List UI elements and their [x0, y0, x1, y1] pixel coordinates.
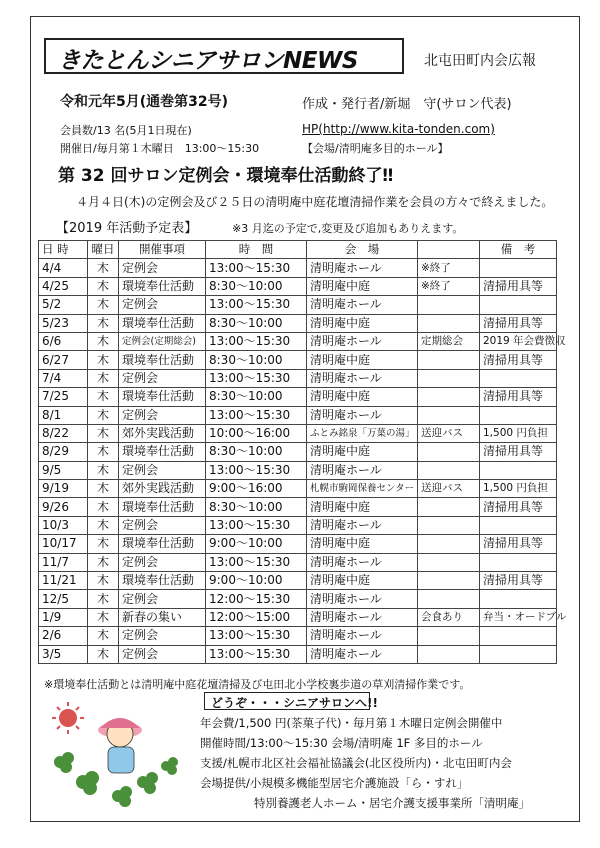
- table-row: [39, 351, 557, 369]
- cell-event: 環境奉仕活動: [119, 388, 206, 406]
- cell-time: 13:00〜15:30: [206, 332, 307, 350]
- table-row: [39, 406, 557, 424]
- cell-notes: [480, 627, 557, 645]
- cell-date: 3/5: [39, 645, 88, 663]
- table-row: [39, 314, 557, 332]
- cell-time: 12:00〜15:00: [206, 608, 307, 626]
- header-venue: 会 場: [307, 241, 418, 259]
- cell-venue: 清明庵中庭: [307, 498, 418, 516]
- cell-time: 13:00〜15:30: [206, 369, 307, 387]
- publisher: 作成・発行者/新堀 守(サロン代表): [302, 97, 512, 112]
- cell-time: 10:00〜16:00: [206, 424, 307, 442]
- cell-venue: 清明庵中庭: [307, 351, 418, 369]
- cell-event: 環境奉仕活動: [119, 277, 206, 295]
- cell-extra: [418, 572, 480, 590]
- cell-extra: 送迎バス: [418, 424, 480, 442]
- cell-notes: [480, 406, 557, 424]
- cell-time: 13:00〜15:30: [206, 259, 307, 277]
- table-row: [39, 259, 557, 277]
- cell-date: 4/25: [39, 277, 88, 295]
- cell-time: 13:00〜15:30: [206, 406, 307, 424]
- table-row: [39, 498, 557, 516]
- cell-extra: [418, 314, 480, 332]
- cell-date: 9/19: [39, 480, 88, 498]
- cell-weekday: 木: [88, 535, 119, 553]
- cell-date: 5/23: [39, 314, 88, 332]
- cell-event: 定例会: [119, 627, 206, 645]
- cell-extra: [418, 535, 480, 553]
- cell-venue: 札幌市駒岡保養センター: [307, 480, 418, 498]
- cell-event: 郊外実践活動: [119, 480, 206, 498]
- member-count: 会員数/13 名(5月1日現在): [60, 124, 192, 137]
- cell-notes: [480, 645, 557, 663]
- cell-notes: 清掃用具等: [480, 351, 557, 369]
- cell-venue: 清明庵中庭: [307, 277, 418, 295]
- cell-notes: 清掃用具等: [480, 535, 557, 553]
- cell-date: 11/7: [39, 553, 88, 571]
- cell-date: 11/21: [39, 572, 88, 590]
- cell-time: 13:00〜15:30: [206, 461, 307, 479]
- header-weekday: 曜日: [88, 241, 119, 259]
- cell-time: 8:30〜10:00: [206, 314, 307, 332]
- cell-event: 環境奉仕活動: [119, 535, 206, 553]
- cell-date: 8/1: [39, 406, 88, 424]
- cell-notes: [480, 369, 557, 387]
- cell-venue: 清明庵ホール: [307, 461, 418, 479]
- meeting-schedule: 開催日/毎月第１木曜日 13:00〜15:30: [60, 142, 260, 155]
- cell-event: 環境奉仕活動: [119, 498, 206, 516]
- cell-extra: ※終了: [418, 259, 480, 277]
- table-header-row: [39, 241, 557, 259]
- table-row: [39, 480, 557, 498]
- cell-date: 12/5: [39, 590, 88, 608]
- table-row: [39, 572, 557, 590]
- cell-extra: [418, 461, 480, 479]
- cell-weekday: 木: [88, 424, 119, 442]
- plan-note: ※3 月迄の予定で,変更及び追加もありえます。: [232, 222, 464, 235]
- cell-extra: [418, 645, 480, 663]
- gardener-illustration: [48, 700, 188, 810]
- cell-extra: ※終了: [418, 277, 480, 295]
- cell-event: 環境奉仕活動: [119, 572, 206, 590]
- cell-date: 8/22: [39, 424, 88, 442]
- cell-weekday: 木: [88, 480, 119, 498]
- newsletter-title-banner: [44, 38, 404, 74]
- info-facility: 特別養護老人ホーム・居宅介護支援事業所「清明庵」: [254, 796, 530, 810]
- cell-extra: [418, 388, 480, 406]
- cell-date: 6/27: [39, 351, 88, 369]
- meeting-venue: 【会場/清明庵多目的ホール】: [302, 142, 449, 155]
- cell-weekday: 木: [88, 516, 119, 534]
- cell-extra: 定期総会: [418, 332, 480, 350]
- cell-notes: [480, 461, 557, 479]
- cell-date: 7/4: [39, 369, 88, 387]
- cell-notes: 弁当・オードブル: [480, 608, 557, 626]
- cell-weekday: 木: [88, 553, 119, 571]
- cell-time: 13:00〜15:30: [206, 645, 307, 663]
- cell-event: 環境奉仕活動: [119, 351, 206, 369]
- table-row: [39, 645, 557, 663]
- cell-time: 8:30〜10:00: [206, 498, 307, 516]
- cell-notes: [480, 296, 557, 314]
- cell-notes: 清掃用具等: [480, 388, 557, 406]
- cell-event: 郊外実践活動: [119, 424, 206, 442]
- cell-venue: 清明庵ホール: [307, 553, 418, 571]
- cell-venue: 清明庵ホール: [307, 608, 418, 626]
- cell-time: 9:00〜10:00: [206, 572, 307, 590]
- cell-time: 8:30〜10:00: [206, 351, 307, 369]
- plan-title: 【2019 年活動予定表】: [56, 221, 198, 236]
- cell-notes: [480, 259, 557, 277]
- table-row: [39, 553, 557, 571]
- cell-weekday: 木: [88, 259, 119, 277]
- cell-time: 13:00〜15:30: [206, 296, 307, 314]
- cell-event: 定例会: [119, 590, 206, 608]
- cell-venue: 清明庵中庭: [307, 443, 418, 461]
- cell-event: 環境奉仕活動: [119, 314, 206, 332]
- cell-date: 5/2: [39, 296, 88, 314]
- info-time: 開催時間/13:00〜15:30 会場/清明庵 1F 多目的ホール: [200, 736, 483, 750]
- header-extra: [418, 241, 480, 259]
- cell-date: 8/29: [39, 443, 88, 461]
- cell-venue: 清明庵ホール: [307, 259, 418, 277]
- cell-venue: 清明庵ホール: [307, 627, 418, 645]
- cell-event: 定例会: [119, 369, 206, 387]
- cell-weekday: 木: [88, 608, 119, 626]
- cell-event: 定例会: [119, 259, 206, 277]
- cell-venue: ふとみ銘泉「万葉の湯」: [307, 424, 418, 442]
- cell-venue: 清明庵中庭: [307, 314, 418, 332]
- header-event: 開催事項: [119, 241, 206, 259]
- cell-time: 13:00〜15:30: [206, 627, 307, 645]
- cell-notes: 清掃用具等: [480, 277, 557, 295]
- cell-time: 12:00〜15:30: [206, 590, 307, 608]
- table-row: [39, 277, 557, 295]
- cell-time: 9:00〜16:00: [206, 480, 307, 498]
- cell-extra: [418, 627, 480, 645]
- cell-weekday: 木: [88, 627, 119, 645]
- cell-date: 10/3: [39, 516, 88, 534]
- cell-date: 6/6: [39, 332, 88, 350]
- cell-notes: 清掃用具等: [480, 443, 557, 461]
- cell-date: 9/5: [39, 461, 88, 479]
- cell-weekday: 木: [88, 277, 119, 295]
- cell-extra: [418, 296, 480, 314]
- info-fee: 年会費/1,500 円(茶菓子代)・毎月第１木曜日定例会開催中: [200, 716, 503, 730]
- article-headline: 第 32 回サロン定例会・環境奉仕活動終了‼: [58, 166, 394, 186]
- cell-event: 定例会: [119, 553, 206, 571]
- cell-time: 8:30〜10:00: [206, 277, 307, 295]
- cell-weekday: 木: [88, 369, 119, 387]
- table-row: [39, 369, 557, 387]
- info-venue-provider: 会場提供/小規模多機能型居宅介護施設「ら・すれ」: [200, 776, 469, 790]
- cell-venue: 清明庵ホール: [307, 590, 418, 608]
- cell-event: 定例会: [119, 461, 206, 479]
- cell-time: 13:00〜15:30: [206, 553, 307, 571]
- cell-date: 4/4: [39, 259, 88, 277]
- cell-event: 定例会(定期総会): [119, 332, 206, 350]
- cell-time: 8:30〜10:00: [206, 388, 307, 406]
- cell-extra: [418, 498, 480, 516]
- table-row: [39, 296, 557, 314]
- cell-venue: 清明庵ホール: [307, 516, 418, 534]
- cell-event: 定例会: [119, 516, 206, 534]
- cell-notes: 清掃用具等: [480, 314, 557, 332]
- cell-notes: 清掃用具等: [480, 498, 557, 516]
- cell-weekday: 木: [88, 388, 119, 406]
- table-row: [39, 535, 557, 553]
- table-row: [39, 608, 557, 626]
- article-body: ４月４日(木)の定例会及び２５日の清明庵中庭花壇清掃作業を会員の方々で終えました。: [76, 195, 554, 209]
- cell-weekday: 木: [88, 498, 119, 516]
- cell-weekday: 木: [88, 351, 119, 369]
- cell-weekday: 木: [88, 296, 119, 314]
- cell-weekday: 木: [88, 406, 119, 424]
- cell-extra: 会食あり: [418, 608, 480, 626]
- table-row: [39, 590, 557, 608]
- cell-notes: [480, 590, 557, 608]
- info-support: 支援/札幌市北区社会福祉協議会(北区役所内)・北屯田町内会: [200, 756, 512, 770]
- cell-weekday: 木: [88, 645, 119, 663]
- person-icon: [98, 718, 142, 773]
- homepage-link[interactable]: HP(http://www.kita-tonden.com): [302, 122, 495, 136]
- cell-extra: [418, 406, 480, 424]
- cell-weekday: 木: [88, 590, 119, 608]
- table-row: [39, 627, 557, 645]
- cell-date: 1/9: [39, 608, 88, 626]
- cell-event: 環境奉仕活動: [119, 443, 206, 461]
- cell-event: 定例会: [119, 645, 206, 663]
- newsletter-subtitle: 北屯田町内会広報: [424, 53, 536, 69]
- table-row: [39, 332, 557, 350]
- cell-time: 9:00〜10:00: [206, 535, 307, 553]
- cell-notes: [480, 553, 557, 571]
- table-row: [39, 461, 557, 479]
- cell-extra: 送迎バス: [418, 480, 480, 498]
- sun-icon: [52, 702, 84, 734]
- cell-extra: [418, 590, 480, 608]
- cell-weekday: 木: [88, 443, 119, 461]
- cell-time: 8:30〜10:00: [206, 443, 307, 461]
- cell-date: 2/6: [39, 627, 88, 645]
- cell-venue: 清明庵中庭: [307, 572, 418, 590]
- cell-venue: 清明庵中庭: [307, 388, 418, 406]
- cell-event: 新春の集い: [119, 608, 206, 626]
- cell-weekday: 木: [88, 332, 119, 350]
- table-row: [39, 424, 557, 442]
- cell-event: 定例会: [119, 406, 206, 424]
- cell-time: 13:00〜15:30: [206, 516, 307, 534]
- cell-venue: 清明庵中庭: [307, 535, 418, 553]
- cell-notes: 清掃用具等: [480, 572, 557, 590]
- cell-notes: 1,500 円負担: [480, 424, 557, 442]
- cell-weekday: 木: [88, 314, 119, 332]
- header-date: 日 時: [39, 241, 88, 259]
- cell-venue: 清明庵ホール: [307, 406, 418, 424]
- welcome-title: どうぞ・・・シニアサロンへ!!: [211, 696, 378, 710]
- table-row: [39, 516, 557, 534]
- cell-venue: 清明庵ホール: [307, 332, 418, 350]
- footnote: ※環境奉仕活動とは清明庵中庭花壇清掃及び屯田北小学校裏歩道の草刈清掃作業です。: [44, 678, 471, 691]
- schedule-table: [38, 240, 567, 664]
- header-time: 時 間: [206, 241, 307, 259]
- cell-notes: 2019 年会費徴収: [480, 332, 557, 350]
- header-notes: 備 考: [480, 241, 557, 259]
- cell-date: 10/17: [39, 535, 88, 553]
- cell-venue: 清明庵ホール: [307, 369, 418, 387]
- cell-weekday: 木: [88, 461, 119, 479]
- issue-number: 令和元年5月(通巻第32号): [60, 94, 229, 110]
- newsletter-title: きたとんシニアサロンNEWS: [58, 48, 358, 74]
- cell-venue: 清明庵ホール: [307, 645, 418, 663]
- cell-extra: [418, 553, 480, 571]
- welcome-box: [204, 692, 378, 710]
- cell-date: 9/26: [39, 498, 88, 516]
- cell-venue: 清明庵ホール: [307, 296, 418, 314]
- table-row: [39, 388, 557, 406]
- cell-extra: [418, 443, 480, 461]
- cell-weekday: 木: [88, 572, 119, 590]
- cell-notes: 1,500 円負担: [480, 480, 557, 498]
- cell-extra: [418, 351, 480, 369]
- cell-notes: [480, 516, 557, 534]
- cell-extra: [418, 369, 480, 387]
- cell-event: 定例会: [119, 296, 206, 314]
- table-row: [39, 443, 557, 461]
- cell-extra: [418, 516, 480, 534]
- cell-date: 7/25: [39, 388, 88, 406]
